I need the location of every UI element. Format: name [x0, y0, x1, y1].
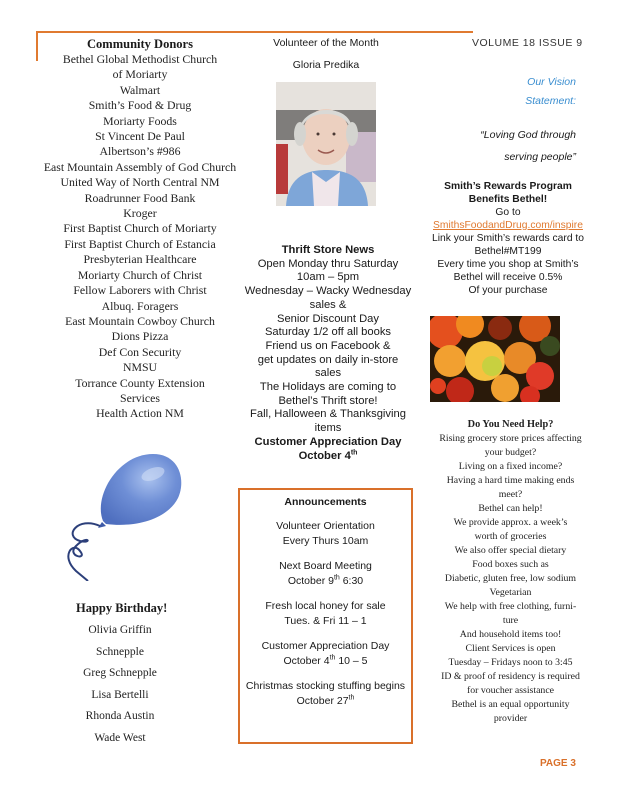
volunteer-photo [276, 82, 376, 206]
donor-item: Moriarty Church of Christ [77, 267, 203, 282]
smiths-go-to: Go to [495, 207, 521, 218]
help-line: ID & proof of residency is required [441, 671, 580, 682]
birthday-name: Greg Schnepple [83, 667, 157, 679]
help-line: Bethel is an equal opportunity [451, 699, 570, 710]
help-line: Client Services is open [465, 643, 556, 654]
thrift-line: Wednesday – Wacky Wednesday [244, 285, 412, 298]
smiths-line: Link your Smith’s rewards card to [431, 233, 585, 244]
donors-title: Community Donors [87, 37, 193, 51]
thrift-section [240, 244, 416, 463]
help-line: We also offer special dietary [454, 545, 567, 556]
help-line: Tuesday – Fridays noon to 3:45 [448, 657, 573, 668]
vision-quote-line2: serving people” [504, 151, 576, 163]
donor-item: United Way of North Central NM [60, 175, 220, 190]
thrift-line: sales & [309, 298, 347, 311]
donor-item: Dions Pizza [111, 329, 169, 344]
help-line: for voucher assistance [466, 685, 555, 696]
vision-title [420, 73, 576, 111]
page-number: PAGE 3 [540, 758, 576, 769]
help-line: Bethel can help! [478, 503, 543, 514]
help-title: Do You Need Help? [467, 419, 554, 430]
donor-item: Fellow Laborers with Christ [73, 283, 207, 298]
help-line: Living on a fixed income? [458, 461, 563, 472]
help-line: ture [502, 615, 519, 626]
smiths-line: Of your purchase [468, 285, 548, 296]
help-section [418, 418, 603, 726]
help-line: provider [493, 713, 528, 724]
help-line: Having a hard time making ends [446, 475, 575, 486]
announcement-line2: Tues. & Fri 11 – 1 [284, 615, 367, 627]
announcement-item [240, 679, 411, 709]
vision-quote-line1: “Loving God through [480, 129, 576, 141]
thrift-line: Saturday 1/2 off all books [264, 326, 392, 339]
birthday-title: Happy Birthday! [76, 601, 168, 615]
smiths-title-line2: Benefits Bethel! [468, 194, 548, 205]
help-line: We provide approx. a week’s [453, 517, 568, 528]
donor-item: Torrance County Extension [75, 375, 205, 390]
birthday-name: Lisa Bertelli [91, 688, 149, 701]
help-line: your budget? [484, 447, 537, 458]
vision-title-line2: Statement: [525, 95, 576, 107]
volume-issue: VOLUME 18 ISSUE 9 [472, 37, 583, 49]
thrift-line: Open Monday thru Saturday [257, 257, 399, 270]
birthday-name: Schnepple [96, 645, 144, 658]
birthday-name: Olivia Griffin [88, 624, 152, 636]
help-line: Diabetic, gluten free, low sodium [444, 573, 577, 584]
donor-item: St Vincent De Paul [95, 129, 185, 144]
help-line: Food boxes such as [472, 559, 549, 570]
help-line: We help with free clothing, furni- [444, 601, 577, 612]
announcement-line1: Customer Appreciation Day [261, 640, 390, 652]
donor-item: Moriarty Foods [103, 113, 177, 128]
smiths-lines [413, 232, 603, 297]
thrift-line: Bethel’s Thrift store! [278, 394, 378, 407]
donor-item: Services [120, 390, 160, 405]
donor-item: Health Action NM [96, 406, 184, 421]
help-line: meet? [498, 489, 523, 500]
announcement-line1: Fresh local honey for sale [265, 600, 386, 612]
donor-item: Roadrunner Food Bank [84, 190, 196, 205]
announcement-line2: Every Thurs 10am [282, 535, 369, 547]
announcement-line1: Christmas stocking stuffing begins [245, 680, 406, 692]
thrift-line: Friend us on Facebook & [265, 339, 391, 352]
donor-item: East Mountain Assembly of God Church [43, 159, 237, 174]
donor-item: Bethel Global Methodist Church [62, 52, 218, 66]
thrift-title: Thrift Store News [281, 244, 375, 256]
donor-item: Walmart [119, 82, 161, 97]
help-line: worth of groceries [474, 531, 547, 542]
birthday-list [70, 620, 170, 749]
announcements-title: Announcements [284, 496, 367, 508]
header-rule [36, 31, 473, 33]
donor-item: First Baptist Church of Estancia [64, 236, 216, 251]
birthday-name: Wade West [94, 731, 146, 744]
announcement-line2: October 4th 10 – 5 [283, 654, 368, 667]
thrift-line: items [314, 422, 342, 435]
thrift-line: The Holidays are coming to [259, 381, 397, 394]
smiths-line: Bethel#MT199 [474, 246, 542, 257]
donor-item: Albuq. Foragers [101, 298, 179, 313]
smiths-line: Bethel will receive 0.5% [453, 272, 563, 283]
announcement-item [240, 559, 411, 589]
donor-item: East Mountain Cowboy Church [65, 313, 215, 328]
vision-quote [420, 124, 576, 168]
help-lines [418, 432, 603, 726]
thrift-line: Senior Discount Day [277, 312, 379, 325]
donor-item: Smith’s Food & Drug [88, 98, 192, 113]
donor-list [40, 52, 240, 422]
donor-item: Kroger [123, 206, 157, 221]
birthday-name: Rhonda Austin [85, 710, 155, 722]
balloon-icon [58, 446, 188, 581]
help-line: And household items too! [459, 629, 562, 640]
thrift-line: Fall, Halloween & Thanksgiving [250, 408, 406, 421]
volunteer-title: Volunteer of the Month [273, 37, 379, 49]
donor-item: NMSU [122, 360, 158, 375]
announcement-line1: Volunteer Orientation [276, 520, 375, 532]
donors-section [40, 36, 240, 422]
smiths-link[interactable]: SmithsFoodandDrug.com/inspire [433, 220, 583, 231]
announcement-line2: October 9th 6:30 [287, 574, 364, 587]
announcement-line1: Next Board Meeting [279, 560, 372, 572]
autumn-leaves-photo [430, 316, 560, 402]
smiths-title-line1: Smith’s Rewards Program [444, 181, 572, 192]
announcements-box [238, 488, 413, 744]
donor-item: Presbyterian Healthcare [83, 252, 197, 267]
announcement-line2: October 27th [296, 694, 355, 707]
thrift-line: get updates on daily in-store [257, 353, 399, 366]
donor-item: First Baptist Church of Moriarty [63, 221, 217, 236]
announcement-item [240, 519, 411, 549]
thrift-line: 10am – 5pm [296, 271, 360, 284]
donor-item: Def Con Security [98, 344, 182, 359]
smiths-rewards-section [413, 180, 603, 297]
help-line: Rising grocery store prices affecting [439, 433, 582, 444]
donor-item: of Moriarty [112, 67, 168, 82]
volunteer-section [240, 36, 412, 206]
thrift-line: sales [314, 367, 342, 380]
smiths-line: Every time you shop at Smith’s [437, 259, 579, 270]
header-rule-left [36, 31, 38, 61]
thrift-lines [240, 258, 416, 436]
birthday-section [70, 600, 170, 749]
volunteer-name: Gloria Predika [292, 59, 360, 71]
announcement-item [240, 639, 411, 669]
thrift-event-title: Customer Appreciation Day [254, 435, 402, 448]
vision-title-line1: Our Vision [527, 76, 576, 88]
announcement-item [240, 599, 411, 629]
help-line: Vegetarian [489, 587, 532, 598]
thrift-event-date: October 4th [298, 448, 358, 462]
donor-item: Albertson’s #986 [99, 144, 181, 159]
announcements-list [240, 519, 411, 709]
